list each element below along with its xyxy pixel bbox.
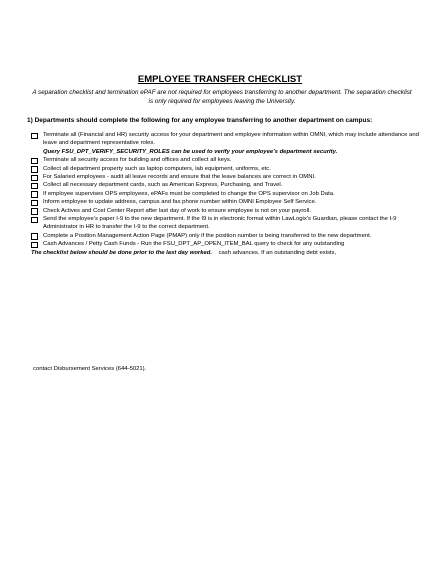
checklist-item-text: For Salaried employees - audit all leave records and ensure that the leave balances are correct in OMNI. — [43, 174, 316, 181]
checklist — [31, 131, 421, 257]
checklist-item — [31, 156, 421, 164]
checkbox-icon — [31, 133, 38, 140]
checklist-item-text: Send the employee’s paper I-9 to the new department. If the I9 is in electronic format within LawLogix’s Guardian, please contact the I-9 Administrator in HR to transfer the I-9 to the correct department. — [43, 216, 397, 231]
checkbox-icon — [31, 175, 38, 182]
checklist-item — [31, 207, 421, 215]
checklist-item-text: Check Actives and Cost Center Report after last day of work to ensure employee is not on your payroll. — [43, 207, 311, 214]
checklist-item-text: Cash Advances / Petty Cash Funds - Run the FSU_DPT_AP_OPEN_ITEM_BAL query to check for any outstanding — [43, 241, 345, 248]
checklist-item-text: Terminate all (Financial and HR) security access for your department and employee information within OMNI, which may include attendance and leave and department representative roles. — [43, 132, 419, 147]
checklist-item — [31, 131, 421, 156]
checkbox-icon — [31, 217, 38, 224]
checkbox-icon — [31, 208, 38, 215]
footer-contact: contact Disbursement Services (644-5021). — [33, 366, 147, 372]
checklist-item — [31, 198, 421, 206]
checkbox-icon — [31, 233, 38, 240]
checklist-item-text: Complete a Position Management Action Page (PMAP) only if the position number is being transferred to the new department. — [43, 232, 372, 239]
checklist-item — [31, 165, 421, 173]
bold-instruction: The checklist below should be done prior to the last day worked. — [31, 249, 213, 256]
checklist-item — [31, 190, 421, 198]
checkbox-icon — [31, 158, 38, 165]
continuation-text: cash advances. If an outstanding debt exists, — [218, 249, 337, 256]
checkbox-icon — [31, 242, 38, 249]
checkbox-icon — [31, 166, 38, 173]
page-title: EMPLOYEE TRANSFER CHECKLIST — [137, 74, 303, 85]
checkbox-icon — [31, 200, 38, 207]
intro-paragraph: A separation checklist and termination ePAF are not required for employees transferring to another department. The separation checklist is only required for employees leaving the University. — [32, 89, 412, 105]
checklist-item-text: Inform employee to update address, campus and fax phone number within OMNI Employee Self Service. — [43, 199, 317, 206]
checklist-item-text: If employee supervises OPS employees, ePAFs must be completed to change the OPS supervisor on Job Data. — [43, 190, 335, 197]
checkbox-icon — [31, 183, 38, 190]
checklist-item-text: Collect all necessary department cards, such as American Express, Purchasing, and Travel. — [43, 182, 283, 189]
checkbox-icon — [31, 191, 38, 198]
overlap-line — [31, 249, 421, 257]
checklist-item-text: Collect all department property such as laptop computers, lab equipment, uniforms, etc. — [43, 165, 271, 172]
checklist-item — [31, 173, 421, 181]
checklist-item-note: Query FSU_DPT_VERIFY_SECURITY_ROLES can be used to verify your employee’s department security. — [43, 148, 338, 155]
checklist-item — [31, 181, 421, 189]
checklist-item — [31, 232, 421, 240]
section-heading: 1) Departments should complete the following for any employee transferring to another department on campus: — [27, 117, 373, 124]
checklist-item — [31, 240, 421, 248]
checklist-item — [31, 215, 421, 232]
checklist-item-text: Terminate all security access for building and offices and collect all keys. — [43, 157, 232, 164]
